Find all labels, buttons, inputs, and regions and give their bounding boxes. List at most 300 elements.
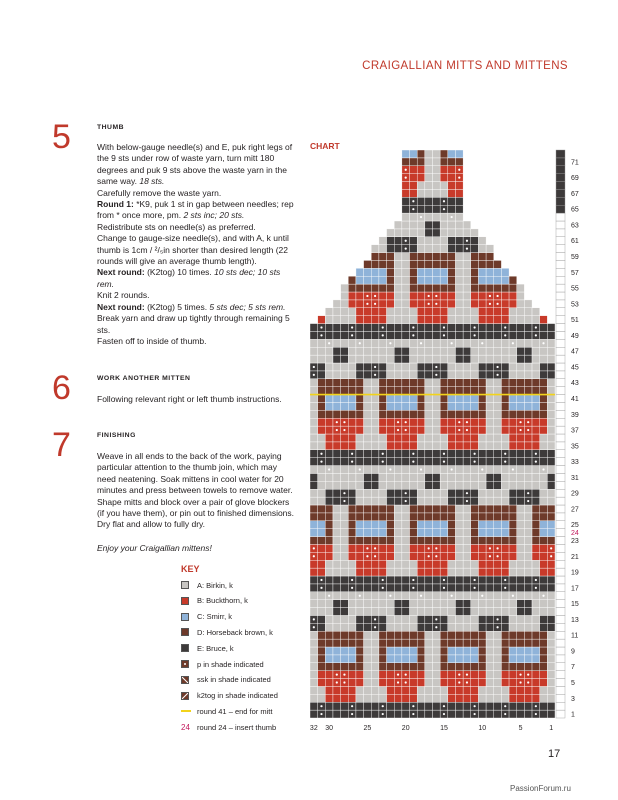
chart-cell <box>310 584 318 592</box>
purl-dot <box>504 453 506 455</box>
chart-cell <box>471 521 479 529</box>
chart-cell <box>356 671 364 679</box>
chart-cell <box>524 537 532 545</box>
chart-cell <box>440 615 448 623</box>
chart-cell <box>364 260 372 268</box>
chart-cell <box>448 560 456 568</box>
chart-cell <box>471 631 479 639</box>
chart-cell <box>318 655 326 663</box>
chart-cell <box>524 347 532 355</box>
chart-cell <box>501 308 509 316</box>
chart-cell <box>364 623 372 631</box>
chart-cell <box>325 458 333 466</box>
chart-cell <box>524 647 532 655</box>
chart-cell <box>387 245 395 253</box>
chart-cell <box>364 702 372 710</box>
chart-cell <box>532 410 540 418</box>
chart-cell <box>379 276 387 284</box>
chart-cell <box>318 592 326 600</box>
chart-cell <box>402 276 410 284</box>
chart-cell <box>455 442 463 450</box>
chart-cell <box>540 537 548 545</box>
chart-cell <box>425 402 433 410</box>
chart-cell <box>379 418 387 426</box>
chart-cell <box>494 458 502 466</box>
chart-cell <box>410 647 418 655</box>
chart-cell <box>509 710 517 718</box>
purl-dot <box>535 461 537 463</box>
chart-cell <box>509 584 517 592</box>
chart-cell <box>440 253 448 261</box>
row-counter-cell <box>556 615 565 623</box>
chart-cell <box>494 576 502 584</box>
chart-cell <box>448 410 456 418</box>
chart-cell <box>348 276 356 284</box>
chart-cell <box>333 450 341 458</box>
chart-cell <box>509 497 517 505</box>
chart-cell <box>387 284 395 292</box>
chart-cell <box>310 631 318 639</box>
chart-cell <box>471 686 479 694</box>
chart-cell <box>440 229 448 237</box>
chart-cell <box>478 702 486 710</box>
chart-cell <box>356 600 364 608</box>
chart-cell <box>433 387 441 395</box>
chart-cell <box>478 576 486 584</box>
chart-cell <box>494 529 502 537</box>
chart-cell <box>371 481 379 489</box>
chart-cell <box>379 473 387 481</box>
purl-dot <box>405 492 407 494</box>
chart-cell <box>417 647 425 655</box>
chart-cell <box>471 655 479 663</box>
chart-cell <box>425 237 433 245</box>
chart-cell <box>417 600 425 608</box>
chart-cell <box>455 639 463 647</box>
purl-dot <box>328 468 330 470</box>
chart-cell <box>417 489 425 497</box>
chart-cell <box>433 458 441 466</box>
chart-cell <box>425 600 433 608</box>
chart-cell <box>524 686 532 694</box>
chart-cell <box>501 600 509 608</box>
chart-cell <box>494 268 502 276</box>
chart-cell <box>540 702 548 710</box>
chart-cell <box>494 592 502 600</box>
chart-cell <box>348 513 356 521</box>
chart-cell <box>448 229 456 237</box>
chart-cell <box>440 600 448 608</box>
purl-dot <box>412 200 414 202</box>
chart-cell <box>356 568 364 576</box>
purl-dot <box>320 579 322 581</box>
chart-cell <box>333 481 341 489</box>
chart-cell <box>348 544 356 552</box>
chart-cell <box>394 339 402 347</box>
purl-dot <box>412 326 414 328</box>
chart-cell <box>394 544 402 552</box>
chart-cell <box>448 663 456 671</box>
chart-cell <box>417 710 425 718</box>
chart-cell <box>486 402 494 410</box>
chart-cell <box>524 608 532 616</box>
chart-cell <box>517 537 525 545</box>
chart-cell <box>394 292 402 300</box>
chart-cell <box>402 600 410 608</box>
row-counter-cell <box>556 229 565 237</box>
chart-cell <box>387 521 395 529</box>
chart-cell <box>417 260 425 268</box>
chart-cell <box>471 363 479 371</box>
chart-cell <box>394 631 402 639</box>
purl-dot <box>420 468 422 470</box>
chart-cell <box>517 655 525 663</box>
chart-cell <box>455 331 463 339</box>
chart-cell <box>379 363 387 371</box>
purl-dot <box>366 547 368 549</box>
chart-cell <box>333 584 341 592</box>
chart-cell <box>371 450 379 458</box>
chart-cell <box>478 615 486 623</box>
chart-cell <box>379 245 387 253</box>
chart-cell <box>425 221 433 229</box>
chart-cell <box>402 592 410 600</box>
chart-cell <box>356 308 364 316</box>
chart-cell <box>448 324 456 332</box>
purl-dot <box>512 595 514 597</box>
chart-cell <box>371 473 379 481</box>
chart-cell <box>356 426 364 434</box>
chart-cell <box>410 544 418 552</box>
chart-cell <box>425 150 433 158</box>
chart-cell <box>371 402 379 410</box>
chart-cell <box>486 466 494 474</box>
chart-cell <box>471 544 479 552</box>
chart-cell <box>417 694 425 702</box>
chart-cell <box>494 655 502 663</box>
chart-cell <box>425 410 433 418</box>
chart-cell <box>325 537 333 545</box>
chart-cell <box>425 355 433 363</box>
purl-dot <box>535 579 537 581</box>
chart-cell <box>402 694 410 702</box>
row-counter-cell <box>556 418 565 426</box>
chart-cell <box>509 694 517 702</box>
purl-dot <box>351 453 353 455</box>
chart-cell <box>371 608 379 616</box>
chart-cell <box>509 505 517 513</box>
chart-cell <box>448 473 456 481</box>
chart-cell <box>547 363 555 371</box>
chart-cell <box>440 276 448 284</box>
chart-cell <box>410 402 418 410</box>
chart-cell <box>478 363 486 371</box>
chart-cell <box>333 489 341 497</box>
chart-cell <box>501 679 509 687</box>
chart-cell <box>325 694 333 702</box>
chart-cell <box>318 552 326 560</box>
chart-cell <box>387 529 395 537</box>
chart-cell <box>402 663 410 671</box>
chart-cell <box>402 395 410 403</box>
chart-cell <box>394 702 402 710</box>
chart-cell <box>547 410 555 418</box>
chart-cell <box>348 537 356 545</box>
chart-cell <box>394 245 402 253</box>
chart-cell <box>341 584 349 592</box>
purl-dot <box>512 342 514 344</box>
chart-cell <box>532 355 540 363</box>
chart-cell <box>433 671 441 679</box>
chart-cell <box>440 292 448 300</box>
chart-cell <box>433 529 441 537</box>
chart-cell <box>547 355 555 363</box>
chart-cell <box>425 608 433 616</box>
chart-cell <box>410 521 418 529</box>
chart-cell <box>318 347 326 355</box>
chart-cell <box>410 663 418 671</box>
purl-dot <box>542 468 544 470</box>
chart-cell <box>501 552 509 560</box>
row-counter-cell <box>556 363 565 371</box>
chart-cell <box>501 434 509 442</box>
chart-cell <box>402 466 410 474</box>
chart-cell <box>478 308 486 316</box>
chart-cell <box>425 560 433 568</box>
chart-cell <box>310 694 318 702</box>
chart-cell <box>410 568 418 576</box>
chart-cell <box>448 418 456 426</box>
chart-cell <box>433 505 441 513</box>
chart-cell <box>433 324 441 332</box>
chart-cell <box>341 663 349 671</box>
chart-cell <box>455 237 463 245</box>
purl-dot <box>374 547 376 549</box>
chart-cell <box>433 426 441 434</box>
step-number-6: 6 <box>52 369 71 407</box>
chart-cell <box>509 671 517 679</box>
chart-cell <box>341 552 349 560</box>
chart-cell <box>364 442 372 450</box>
chart-cell <box>348 529 356 537</box>
purl-dot <box>496 374 498 376</box>
chart-cell <box>356 331 364 339</box>
chart-cell <box>394 608 402 616</box>
chart-cell <box>410 639 418 647</box>
chart-cell <box>440 174 448 182</box>
chart-cell <box>318 513 326 521</box>
purl-dot <box>527 421 529 423</box>
purl-dot <box>443 713 445 715</box>
chart-cell <box>532 339 540 347</box>
row-counter-cell <box>556 600 565 608</box>
chart-cell <box>394 355 402 363</box>
chart-cell <box>356 694 364 702</box>
chart-cell <box>440 379 448 387</box>
purl-dot <box>496 547 498 549</box>
purl-dot <box>359 342 361 344</box>
chart-cell <box>379 631 387 639</box>
chart-cell <box>532 537 540 545</box>
chart-cell <box>455 647 463 655</box>
chart-cell <box>364 418 372 426</box>
chart-cell <box>325 686 333 694</box>
chart-cell <box>448 166 456 174</box>
chart-cell <box>379 442 387 450</box>
chart-cell <box>448 458 456 466</box>
chart-cell <box>471 253 479 261</box>
purl-dot <box>535 705 537 707</box>
row-counter-cell <box>556 182 565 190</box>
chart-cell <box>402 284 410 292</box>
chart-cell <box>433 694 441 702</box>
chart-cell <box>455 529 463 537</box>
chart-cell <box>394 347 402 355</box>
chart-cell <box>440 552 448 560</box>
chart-cell <box>394 402 402 410</box>
chart-cell <box>402 702 410 710</box>
chart-cell <box>478 442 486 450</box>
chart-cell <box>417 371 425 379</box>
chart-cell <box>410 631 418 639</box>
chart-cell <box>341 521 349 529</box>
chart-cell <box>486 268 494 276</box>
chart-cell <box>455 584 463 592</box>
chart-cell <box>402 655 410 663</box>
purl-dot <box>405 169 407 171</box>
thumb-round-marker: 24 <box>181 722 190 732</box>
chart-cell <box>356 371 364 379</box>
chart-cell <box>532 655 540 663</box>
chart-cell <box>440 245 448 253</box>
chart-cell <box>341 647 349 655</box>
chart-cell <box>402 355 410 363</box>
chart-cell <box>333 355 341 363</box>
chart-cell <box>318 497 326 505</box>
chart-cell <box>387 434 395 442</box>
chart-cell <box>348 284 356 292</box>
chart-cell <box>356 395 364 403</box>
chart-cell <box>394 639 402 647</box>
chart-cell <box>532 308 540 316</box>
chart-title: CHART <box>310 141 340 151</box>
chart-cell <box>325 371 333 379</box>
chart-cell <box>517 379 525 387</box>
purl-dot <box>489 303 491 305</box>
chart-cell <box>394 481 402 489</box>
chart-cell <box>333 600 341 608</box>
chart-cell <box>364 347 372 355</box>
key-label: p in shade indicated <box>197 659 264 669</box>
purl-dot <box>343 674 345 676</box>
chart-cell <box>509 387 517 395</box>
chart-cell <box>410 608 418 616</box>
chart-cell <box>547 529 555 537</box>
text-run: Next round: <box>97 301 148 312</box>
chart-cell <box>448 497 456 505</box>
chart-cell <box>440 402 448 410</box>
chart-cell <box>425 316 433 324</box>
chart-cell <box>333 552 341 560</box>
chart-cell <box>333 331 341 339</box>
chart-cell <box>509 355 517 363</box>
chart-cell <box>348 663 356 671</box>
chart-cell <box>325 402 333 410</box>
chart-cell <box>356 639 364 647</box>
purl-dot <box>397 681 399 683</box>
chart-cell <box>448 395 456 403</box>
chart-cell <box>410 379 418 387</box>
chart-cell <box>341 608 349 616</box>
chart-cell <box>417 197 425 205</box>
chart-cell <box>486 679 494 687</box>
purl-dot <box>359 595 361 597</box>
chart-cell <box>524 410 532 418</box>
chart-cell <box>425 434 433 442</box>
chart-cell <box>379 560 387 568</box>
chart-cell <box>379 489 387 497</box>
chart-cell <box>471 347 479 355</box>
chart-cell <box>318 395 326 403</box>
chart-cell <box>455 702 463 710</box>
chart-cell <box>402 513 410 521</box>
chart-cell <box>524 458 532 466</box>
chart-cell <box>379 552 387 560</box>
chart-cell <box>478 292 486 300</box>
purl-dot <box>320 326 322 328</box>
chart-cell <box>478 237 486 245</box>
chart-cell <box>494 379 502 387</box>
chart-cell <box>486 410 494 418</box>
chart-cell <box>501 521 509 529</box>
chart-cell <box>547 458 555 466</box>
chart-cell <box>532 623 540 631</box>
chart-cell <box>509 402 517 410</box>
chart-cell <box>540 434 548 442</box>
page-header-title: CRAIGALLIAN MITTS AND MITTENS <box>362 60 568 72</box>
chart-cell <box>540 568 548 576</box>
chart-cell <box>341 387 349 395</box>
chart-cell <box>387 505 395 513</box>
chart-cell <box>471 671 479 679</box>
chart-cell <box>532 639 540 647</box>
chart-cell <box>455 450 463 458</box>
chart-cell <box>509 608 517 616</box>
chart-cell <box>440 268 448 276</box>
chart-cell <box>417 639 425 647</box>
chart-cell <box>371 308 379 316</box>
chart-cell <box>471 355 479 363</box>
chart-cell <box>371 339 379 347</box>
chart-cell <box>440 679 448 687</box>
chart-cell <box>455 623 463 631</box>
chart-cell <box>455 694 463 702</box>
chart-cell <box>333 410 341 418</box>
chart-cell <box>379 268 387 276</box>
chart-cell <box>463 292 471 300</box>
chart-cell <box>509 552 517 560</box>
chart-cell <box>532 505 540 513</box>
chart-cell <box>333 537 341 545</box>
text-run: Weave in all ends to the back of the work, paying particular attention to the thumb join, which may need neatening. Soak mittens in cool water for 20 minutes and press between towels to remove water. Shape mitts and block over a pair of glove blockers (if you have them), or pin out to finished dimensions. Dry flat and allow to fully dry. <box>97 451 295 530</box>
chart-cell <box>379 537 387 545</box>
chart-cell <box>455 663 463 671</box>
chart-cell <box>448 600 456 608</box>
chart-cell <box>417 615 425 623</box>
chart-cell <box>455 260 463 268</box>
chart-cell <box>417 379 425 387</box>
chart-cell <box>486 339 494 347</box>
